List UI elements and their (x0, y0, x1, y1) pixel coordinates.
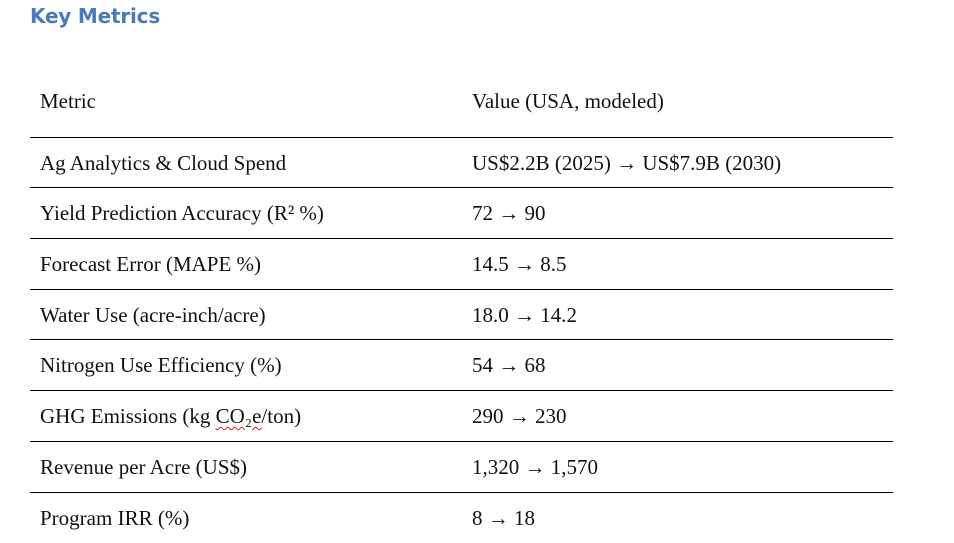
table-row (30, 188, 893, 239)
value-cell: 1,320 → 1,570 (472, 457, 598, 478)
metric-cell (40, 406, 301, 427)
value-cell: 290 → 230 (472, 406, 567, 427)
value-cell: 72 → 90 (472, 203, 546, 224)
value-cell: 18.0 → 14.2 (472, 305, 577, 326)
value-cell: 8 → 18 (472, 508, 535, 529)
table-row (30, 138, 893, 189)
metric-text-suffix: /ton) (261, 404, 301, 428)
metric-cell: Nitrogen Use Efficiency (%) (40, 355, 282, 376)
metric-text-prefix: GHG Emissions (kg (40, 404, 216, 428)
table-row (30, 391, 893, 442)
spellcheck-marked-word[interactable]: CO₂e (216, 404, 262, 428)
metric-cell: Program IRR (%) (40, 508, 189, 529)
table-row (30, 493, 893, 543)
metric-cell: Ag Analytics & Cloud Spend (40, 153, 286, 174)
key-metrics-table (30, 76, 893, 543)
table-header-row (30, 76, 893, 138)
header-value: Value (USA, modeled) (472, 91, 664, 112)
header-metric: Metric (40, 91, 96, 112)
table-row (30, 239, 893, 290)
value-cell: US$2.2B (2025) → US$7.9B (2030) (472, 153, 781, 174)
table-row (30, 340, 893, 391)
table-row (30, 290, 893, 341)
section-heading: Key Metrics (30, 4, 160, 28)
value-cell: 54 → 68 (472, 355, 546, 376)
metric-cell: Water Use (acre-inch/acre) (40, 305, 266, 326)
metric-cell: Forecast Error (MAPE %) (40, 254, 261, 275)
metric-cell: Yield Prediction Accuracy (R² %) (40, 203, 324, 224)
table-row (30, 442, 893, 493)
value-cell: 14.5 → 8.5 (472, 254, 567, 275)
metric-cell: Revenue per Acre (US$) (40, 457, 247, 478)
